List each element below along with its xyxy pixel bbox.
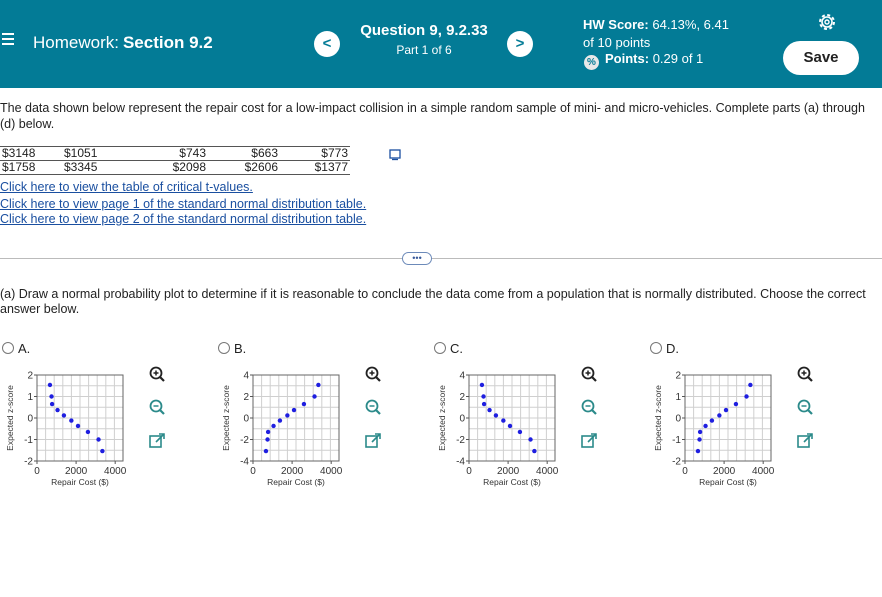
data-point	[292, 408, 296, 412]
data-point	[62, 413, 66, 417]
data-point	[86, 430, 90, 434]
option-d[interactable]	[650, 341, 679, 356]
x-tick-label: 0	[682, 466, 688, 477]
radio-button[interactable]	[650, 342, 662, 354]
y-tick-label: 1	[675, 392, 681, 403]
normal-table-page1-link[interactable]: Click here to view page 1 of the standard normal distribution table.	[0, 197, 367, 211]
data-point	[285, 413, 289, 417]
y-axis-label: Expected z-score	[653, 385, 663, 451]
data-point	[265, 437, 269, 441]
table-cell: $1758	[0, 161, 62, 175]
data-point	[76, 424, 80, 428]
normal-probability-plot-b	[216, 368, 366, 493]
y-tick-label: -2	[24, 456, 33, 468]
data-point	[508, 424, 512, 428]
y-axis-label: Expected z-score	[5, 385, 15, 451]
table-cell: $3148	[0, 147, 62, 161]
data-point	[271, 424, 275, 428]
homework-title	[33, 33, 213, 53]
x-tick-label: 2000	[496, 466, 520, 477]
normal-probability-plot-c	[432, 368, 582, 493]
option-letter: B.	[234, 341, 247, 356]
data-point	[100, 449, 104, 453]
data-point	[49, 394, 53, 398]
y-tick-label: 0	[675, 413, 681, 425]
question-title: Question 9, 9.2.33	[360, 22, 488, 39]
table-cell: $3345	[62, 161, 140, 175]
data-point	[487, 408, 491, 412]
zoom-in-icon[interactable]	[364, 365, 382, 383]
y-tick-label: 4	[243, 370, 249, 382]
y-tick-label: 0	[459, 413, 465, 425]
x-tick-label: 0	[34, 466, 40, 477]
next-question-button[interactable]: >	[507, 31, 533, 57]
data-point	[697, 437, 701, 441]
table-cell: $2098	[140, 161, 208, 175]
y-tick-label: -4	[456, 456, 465, 468]
header-bar	[0, 0, 882, 88]
data-point	[698, 430, 702, 434]
y-tick-label: -4	[240, 456, 249, 468]
x-tick-label: 4000	[320, 466, 343, 477]
y-tick-label: -2	[240, 435, 249, 446]
y-tick-label: 0	[27, 413, 33, 425]
hw-score-line2: of 10 points	[583, 35, 651, 50]
data-point	[724, 408, 728, 412]
part-a-prompt: (a) Draw a normal probability plot to determine if it is reasonable to conclude the data come from a population that is normally distributed. Choose the correct answer below.	[0, 287, 866, 316]
normal-probability-plot-a	[0, 368, 150, 493]
zoom-in-icon[interactable]	[580, 365, 598, 383]
data-point	[316, 383, 320, 387]
y-tick-label: -2	[456, 435, 465, 446]
data-point	[264, 449, 268, 453]
data-point	[278, 418, 282, 422]
data-point	[703, 424, 707, 428]
data-point	[532, 449, 536, 453]
x-tick-label: 2000	[64, 466, 88, 477]
x-axis-label: Repair Cost ($)	[699, 477, 757, 487]
data-point	[266, 430, 270, 434]
x-tick-label: 4000	[752, 466, 775, 477]
option-a[interactable]	[2, 341, 30, 356]
data-point	[302, 402, 306, 406]
homework-section: Section 9.2	[122, 33, 213, 52]
grid	[469, 375, 555, 461]
grid	[253, 375, 339, 461]
zoom-in-icon[interactable]	[148, 365, 166, 383]
data-point	[482, 402, 486, 406]
partial-credit-icon: %	[584, 55, 599, 70]
x-axis-label: Repair Cost ($)	[483, 477, 541, 487]
table-cell: $2606	[208, 161, 280, 175]
normal-table-page2-link[interactable]: Click here to view page 2 of the standard normal distribution table.	[0, 212, 367, 226]
x-axis-label: Repair Cost ($)	[51, 477, 109, 487]
x-tick-label: 2000	[280, 466, 304, 477]
data-point	[501, 418, 505, 422]
radio-button[interactable]	[218, 342, 230, 354]
table-row	[0, 147, 350, 161]
points-display	[584, 51, 703, 70]
hw-score-value: 64.13%, 6.41	[652, 17, 729, 32]
y-tick-label: 2	[27, 370, 33, 382]
divider	[0, 258, 882, 259]
radio-button[interactable]	[2, 342, 14, 354]
table-row	[0, 161, 350, 175]
data-point	[744, 394, 748, 398]
y-tick-label: -2	[672, 456, 681, 468]
y-axis-label: Expected z-score	[437, 385, 447, 451]
x-axis-label: Repair Cost ($)	[267, 477, 325, 487]
y-tick-label: -1	[24, 435, 33, 446]
y-tick-label: 1	[27, 392, 33, 403]
zoom-out-icon[interactable]	[796, 398, 814, 416]
x-tick-label: 4000	[536, 466, 559, 477]
table-cell: $1051	[62, 147, 140, 161]
data-point	[696, 449, 700, 453]
y-axis-label: Expected z-score	[221, 385, 231, 451]
data-point	[48, 383, 52, 387]
grid	[685, 375, 771, 461]
option-c[interactable]	[434, 341, 463, 356]
data-point	[748, 383, 752, 387]
problem-text: The data shown below represent the repair cost for a low-impact collision in a simple random sample of mini- and micro-vehicles. Complete parts (a) through (d) below.	[0, 101, 865, 131]
critical-t-values-link[interactable]: Click here to view the table of critical t-values.	[0, 180, 253, 194]
hw-score-label: HW Score:	[583, 17, 649, 32]
option-letter: C.	[450, 341, 463, 356]
expand-icon[interactable]	[580, 432, 598, 450]
table-cell: $743	[140, 147, 208, 161]
copy-icon[interactable]	[389, 149, 401, 161]
data-point	[312, 394, 316, 398]
more-button[interactable]: •••	[402, 252, 432, 265]
homework-prefix: Homework:	[33, 33, 119, 52]
data-point	[50, 402, 54, 406]
data-point	[518, 430, 522, 434]
expand-icon[interactable]	[148, 432, 166, 450]
y-tick-label: 2	[675, 370, 681, 382]
save-button[interactable]: Save	[783, 41, 859, 75]
table-cell: $1377	[280, 161, 350, 175]
normal-probability-plot-d	[648, 368, 798, 493]
data-point	[96, 437, 100, 441]
y-tick-label: -1	[672, 435, 681, 446]
points-label: Points:	[605, 51, 650, 66]
data-point	[717, 413, 721, 417]
gear-icon[interactable]	[817, 12, 837, 32]
expand-icon[interactable]	[364, 432, 382, 450]
expand-icon[interactable]	[796, 432, 814, 450]
data-point	[528, 437, 532, 441]
zoom-out-icon[interactable]	[580, 398, 598, 416]
data-point	[55, 408, 59, 412]
x-tick-label: 0	[466, 466, 472, 477]
y-tick-label: 2	[459, 392, 465, 403]
question-part: Part 1 of 6	[396, 43, 452, 57]
y-tick-label: 0	[243, 413, 249, 425]
previous-question-button[interactable]: <	[314, 31, 340, 57]
zoom-out-icon[interactable]	[148, 398, 166, 416]
hw-score	[583, 16, 729, 52]
data-point	[481, 394, 485, 398]
x-tick-label: 0	[250, 466, 256, 477]
table-cell: $773	[280, 147, 350, 161]
zoom-in-icon[interactable]	[796, 365, 814, 383]
points-value: 0.29 of 1	[652, 51, 704, 66]
y-tick-label: 2	[243, 392, 249, 403]
data-point	[710, 418, 714, 422]
zoom-out-icon[interactable]	[364, 398, 382, 416]
x-tick-label: 4000	[104, 466, 127, 477]
menu-icon[interactable]	[2, 33, 14, 45]
grid	[37, 375, 123, 461]
option-letter: A.	[18, 341, 31, 356]
data-point	[734, 402, 738, 406]
data-point	[69, 418, 73, 422]
data-point	[494, 413, 498, 417]
option-b[interactable]	[218, 341, 246, 356]
radio-button[interactable]	[434, 342, 446, 354]
table-cell: $663	[208, 147, 280, 161]
x-tick-label: 2000	[712, 466, 736, 477]
y-tick-label: 4	[459, 370, 465, 382]
option-letter: D.	[666, 341, 679, 356]
data-point	[480, 383, 484, 387]
data-table	[0, 146, 350, 175]
